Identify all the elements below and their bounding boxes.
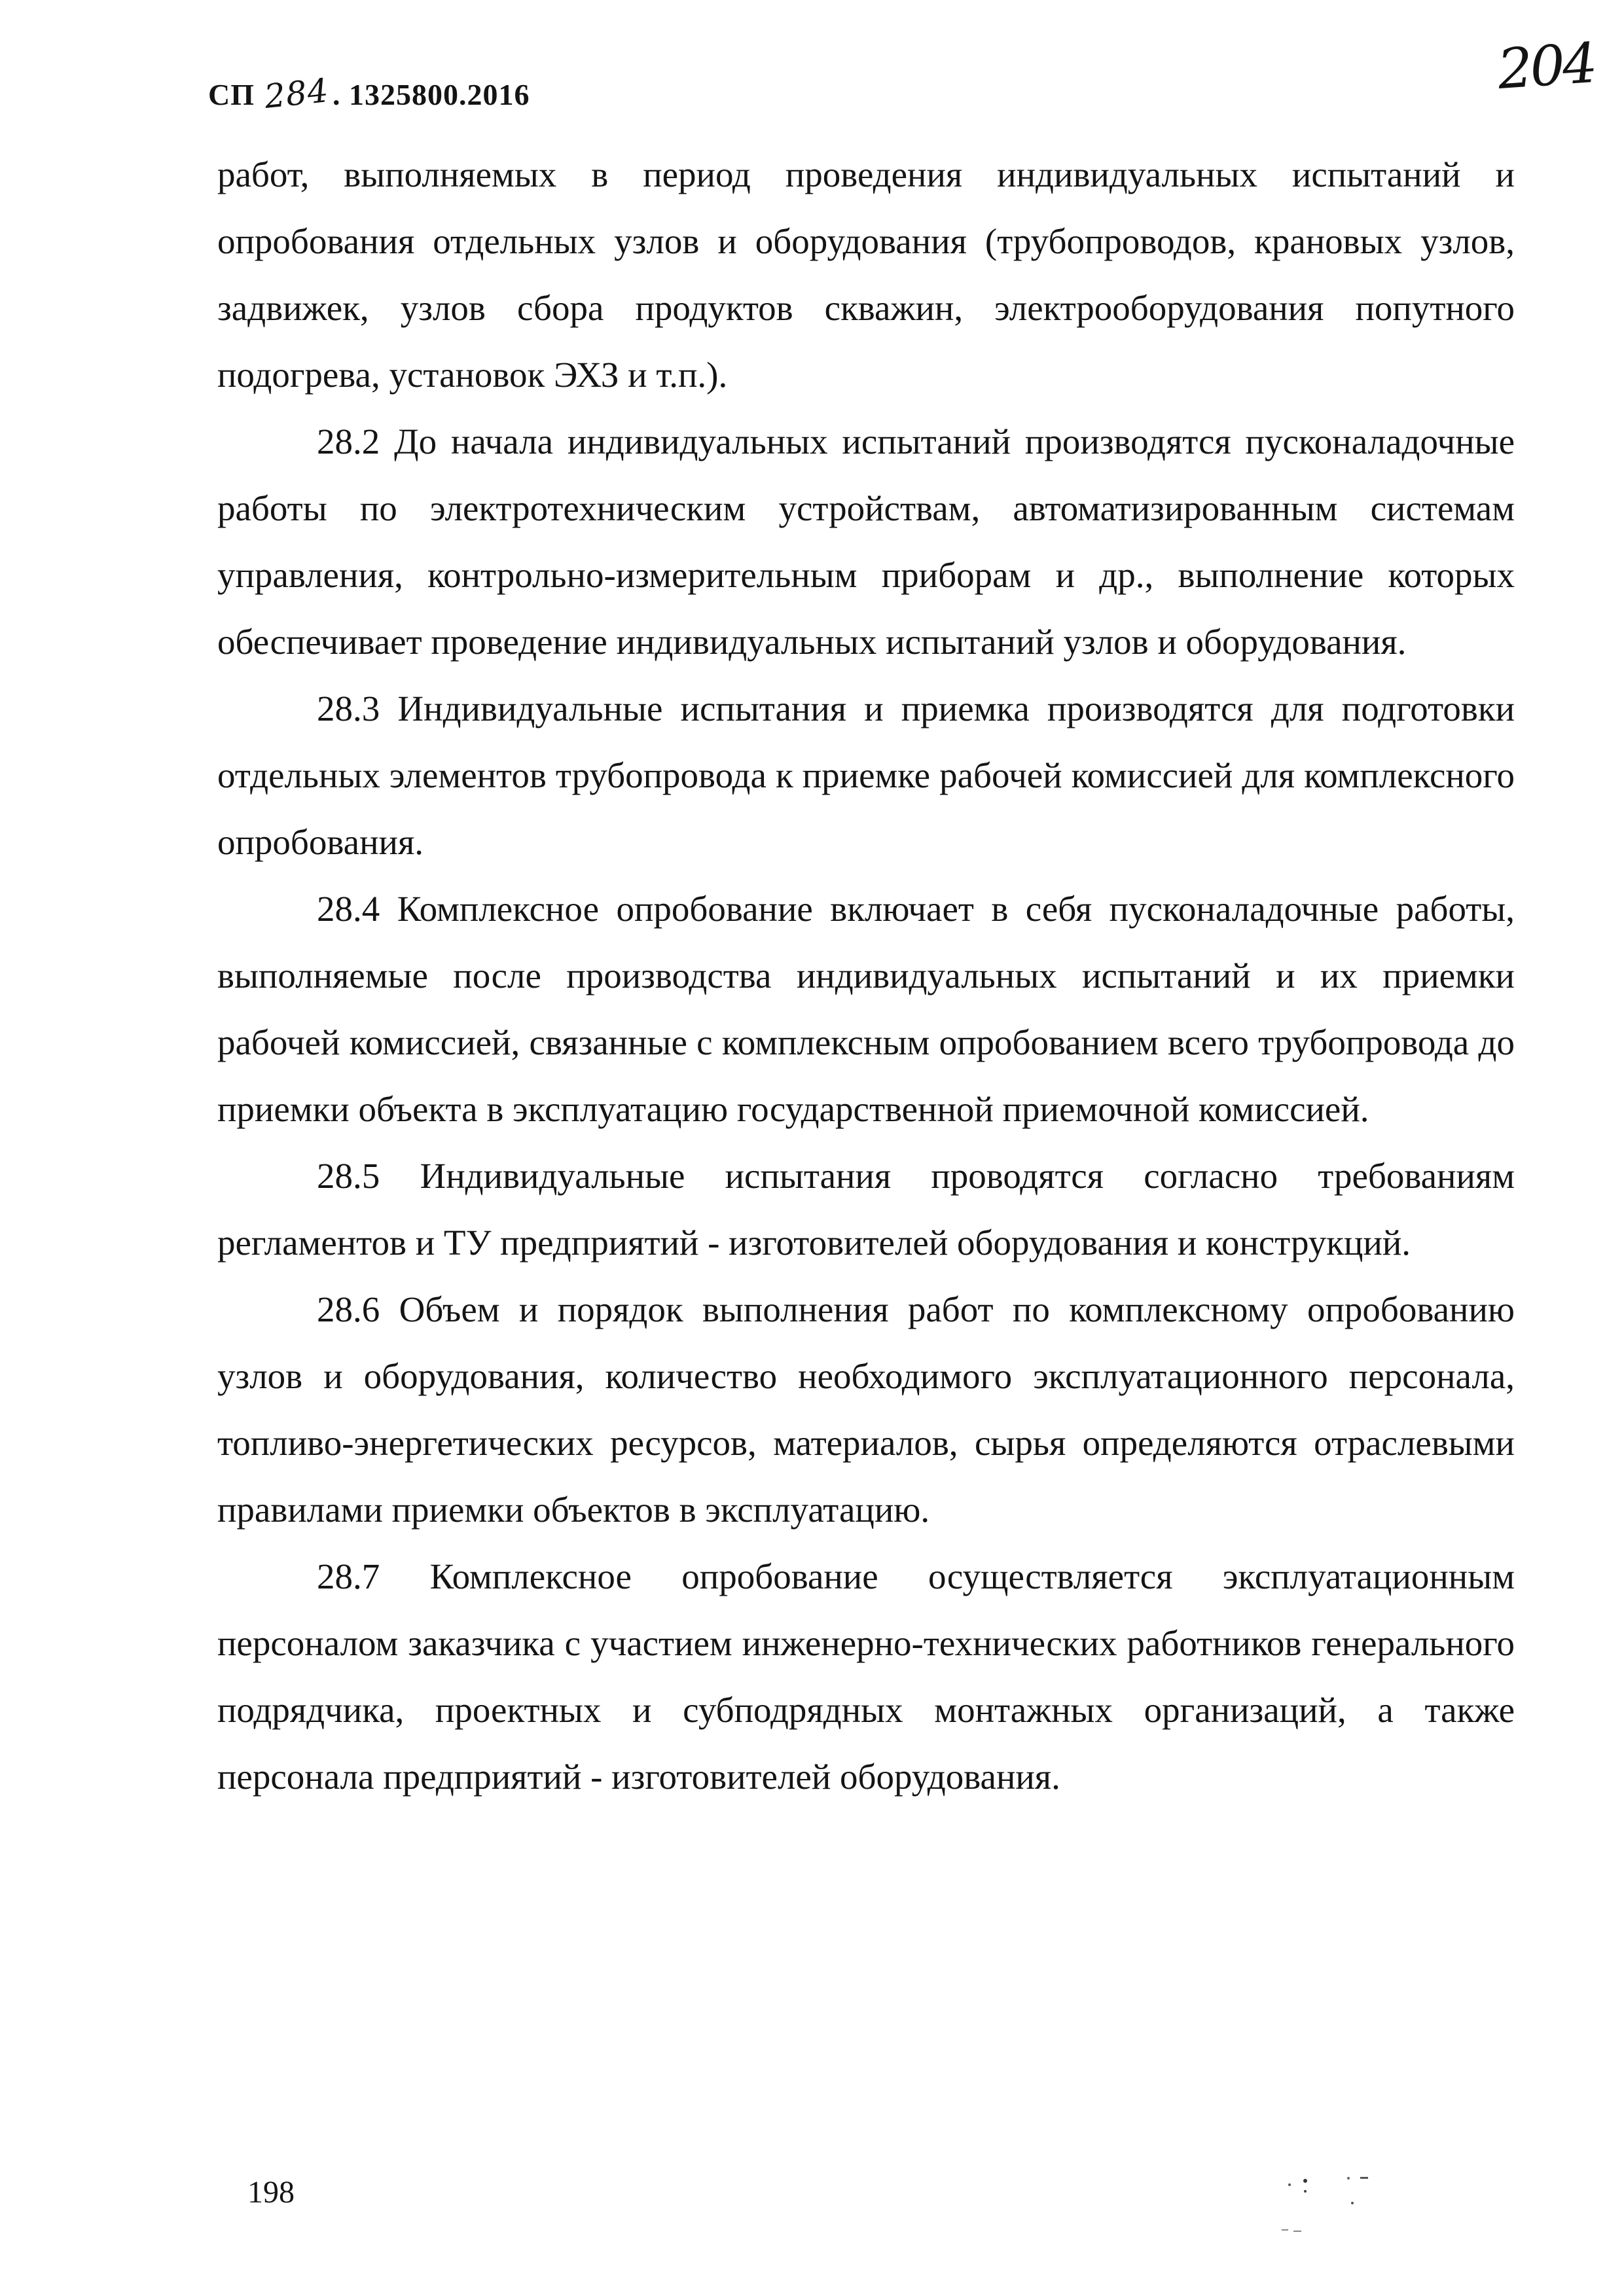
paragraph-text: Индивидуальные испытания проводятся согласно требованиям регламентов и ТУ предприятий - изготовителей оборудования и конструкций. (217, 1156, 1515, 1263)
paragraph-number: 28.3 (317, 689, 380, 728)
paragraph-number: 28.2 (317, 422, 380, 461)
paragraph-28-6 (217, 1276, 1515, 1543)
paragraph-number: 28.6 (317, 1289, 380, 1329)
paragraph-text: До начала индивидуальных испытаний производятся пусконаладочные работы по электротехническим устройствам, автоматизированным системам управления, контрольно-измерительным приборам и др., выполнение которых обеспечивает проведение индивидуальных испытаний узлов и оборудования. (217, 422, 1515, 662)
paragraph-28-3 (217, 675, 1515, 876)
paragraph-number: 28.5 (317, 1156, 380, 1196)
scan-specks (1276, 2172, 1394, 2237)
handwritten-code: 284 (262, 71, 331, 116)
handwritten-sheet-number: 204 (1495, 30, 1597, 102)
header-dot: . (332, 78, 341, 111)
header-prefix: СП (208, 78, 255, 111)
paragraph-number: 28.4 (317, 889, 380, 929)
header-code-suffix: 1325800.2016 (348, 78, 530, 111)
paragraph-text: Комплексное опробование включает в себя пусконаладочные работы, выполняемые после производства индивидуальных испытаний и их приемки рабочей комиссией, связанные с комплексным опробованием всего трубопровода до приемки объекта в эксплуатацию государственной приемочной комиссией. (217, 889, 1515, 1129)
paragraph-text: Индивидуальные испытания и приемка производятся для подготовки отдельных элементов трубопровода к приемке рабочей комиссией для комплексного опробования. (217, 689, 1515, 862)
document-body (217, 141, 1515, 1810)
paragraph-28-4 (217, 876, 1515, 1143)
paragraph-28-5 (217, 1143, 1515, 1276)
paragraph-28-2 (217, 408, 1515, 675)
paragraph-text: работ, выполняемых в период проведения индивидуальных испытаний и опробования отдельных узлов и оборудования (трубопроводов, крановых узлов, задвижек, узлов сбора продуктов скважин, электрооборудования попутного подогрева, установок ЭХЗ и т.п.). (217, 154, 1515, 395)
paragraph-text: Объем и порядок выполнения работ по комплексному опробованию узлов и оборудования, количество необходимого эксплуатационного персонала, топливо-энергетических ресурсов, материалов, сырья определяются отраслевыми правилами приемки объектов в эксплуатацию. (217, 1289, 1515, 1530)
paragraph-continuation (217, 141, 1515, 408)
document-header (208, 71, 530, 116)
paragraph-text: Комплексное опробование осуществляется эксплуатационным персоналом заказчика с участием инженерно-технических работников генерального подрядчика, проектных и субподрядных монтажных организаций, а также персонала предприятий - изготовителей оборудования. (217, 1556, 1515, 1797)
paragraph-28-7 (217, 1543, 1515, 1810)
paragraph-number: 28.7 (317, 1556, 380, 1596)
page-number: 198 (247, 2175, 295, 2210)
